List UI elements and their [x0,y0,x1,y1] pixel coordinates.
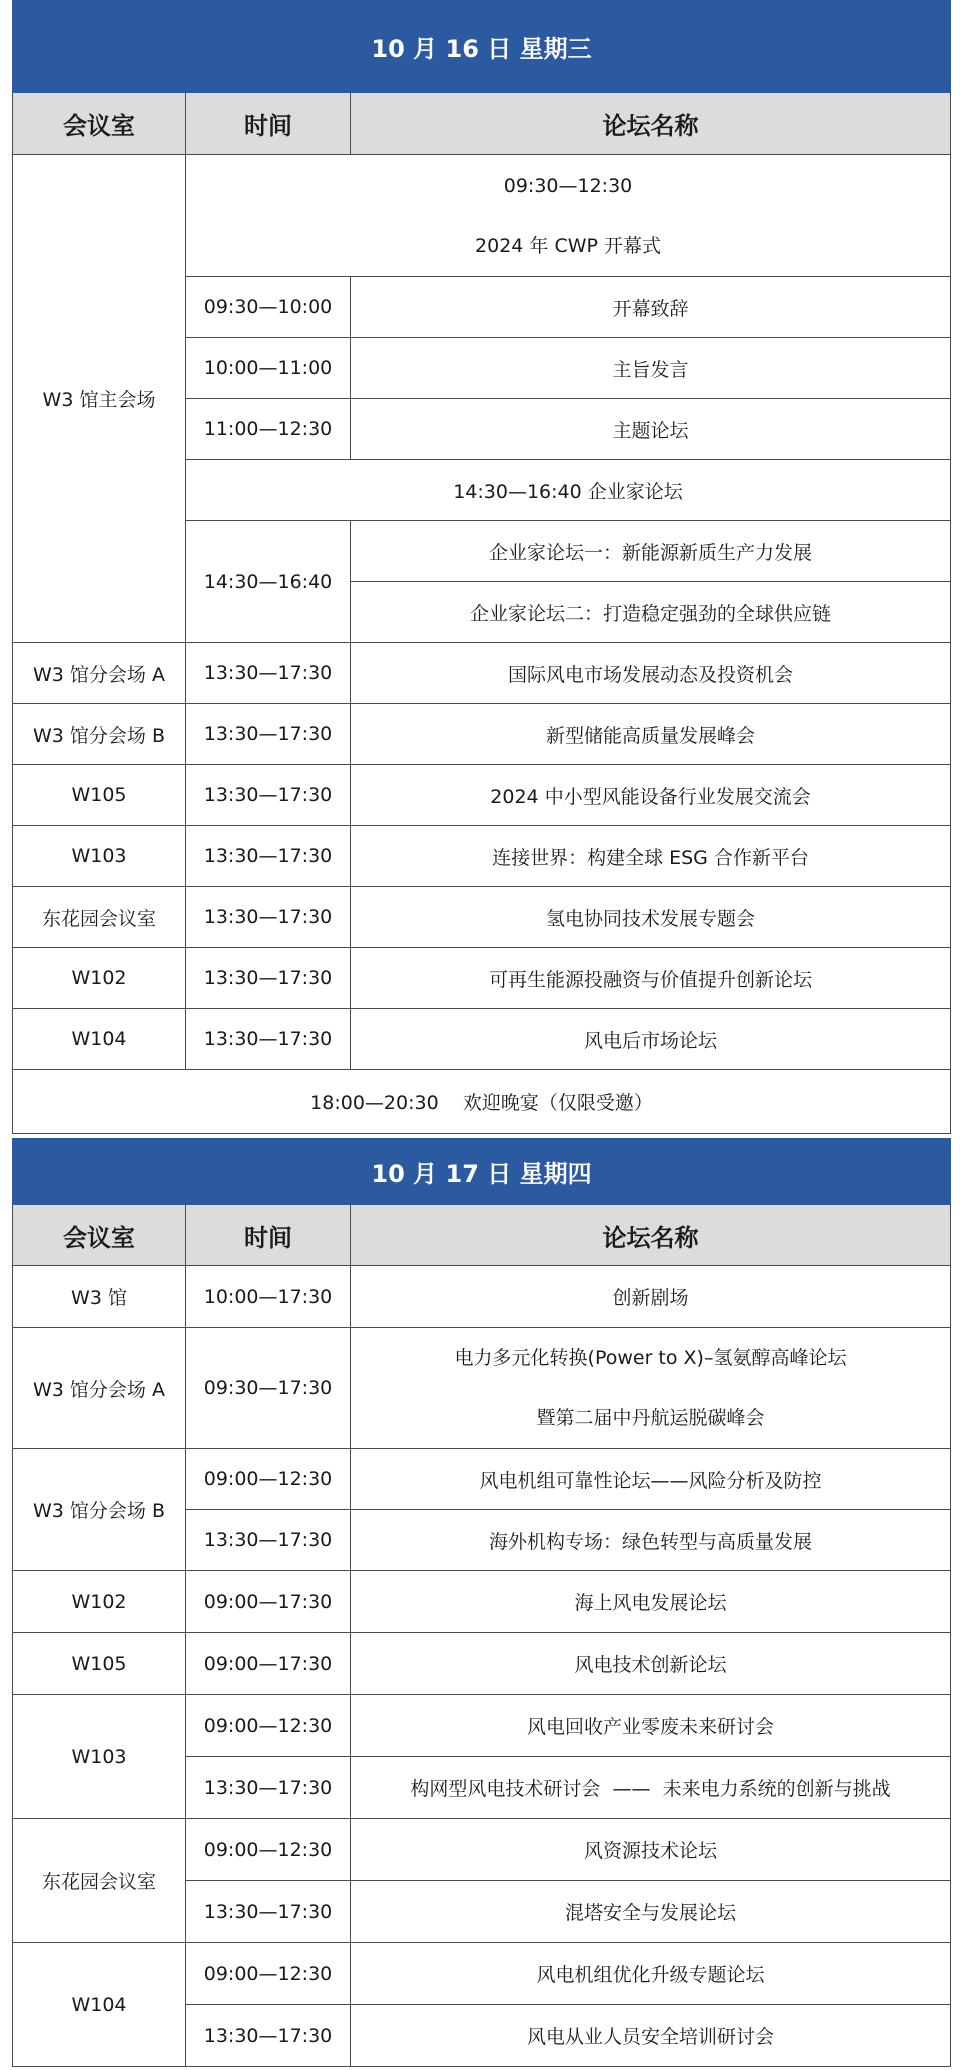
time-cell: 13:30—17:30 [186,1757,351,1819]
forum-name-cell: 主题论坛 [351,399,951,460]
day2-schedule-table [12,1138,951,2067]
opening-time: 09:30—12:30 [503,174,633,197]
time-cell: 09:00—17:30 [186,1571,351,1633]
time-cell: 13:30—17:30 [186,1881,351,1943]
header-time: 时间 [186,93,351,155]
header-time: 时间 [186,1205,351,1266]
time-cell: 09:30—17:30 [186,1328,351,1449]
header-forum: 论坛名称 [351,93,951,155]
room-cell: W3 馆分会场 A [13,1328,186,1449]
header-forum: 论坛名称 [351,1205,951,1266]
forum-name-cell: 混塔安全与发展论坛 [351,1881,951,1943]
forum-name-cell: 开幕致辞 [351,277,951,338]
forum-name-cell [351,1328,951,1449]
forum-name-cell: 可再生能源投融资与价值提升创新论坛 [351,948,951,1009]
time-cell: 13:30—17:30 [186,1510,351,1571]
time-cell: 13:30—17:30 [186,826,351,887]
day2-title: 10 月 17 日 星期四 [13,1139,951,1205]
forum-name-cell: 主旨发言 [351,338,951,399]
time-cell: 13:30—17:30 [186,765,351,826]
forum-name-cell: 国际风电市场发展动态及投资机会 [351,643,951,704]
room-cell: W103 [13,826,186,887]
forum-name-line: 暨第二届中丹航运脱碳峰会 [536,1407,765,1429]
forum-name-cell: 海外机构专场：绿色转型与高质量发展 [351,1510,951,1571]
time-cell: 09:30—10:00 [186,277,351,338]
opening-title: 2024 年 CWP 开幕式 [475,234,661,257]
time-cell: 13:30—17:30 [186,704,351,765]
forum-name-cell: 新型储能高质量发展峰会 [351,704,951,765]
forum-name-cell: 企业家论坛一：新能源新质生产力发展 [351,521,951,582]
entrepreneur-forum-header: 14:30—16:40 企业家论坛 [186,460,951,521]
opening-ceremony-cell [186,155,951,277]
time-cell: 13:30—17:30 [186,1009,351,1070]
room-cell: W3 馆分会场 B [13,1449,186,1571]
forum-name-cell: 风资源技术论坛 [351,1819,951,1881]
time-cell: 14:30—16:40 [186,521,351,643]
room-cell: W104 [13,1943,186,2067]
room-cell: W3 馆主会场 [13,155,186,643]
room-cell: W103 [13,1695,186,1819]
room-cell: W3 馆 [13,1266,186,1328]
time-cell: 09:00—12:30 [186,1943,351,2005]
forum-name-line: 电力多元化转换(Power to X)–氢氨醇高峰论坛 [454,1347,847,1369]
time-cell: 13:30—17:30 [186,2005,351,2067]
forum-name-cell: 风电机组可靠性论坛——风险分析及防控 [351,1449,951,1510]
forum-name-cell: 企业家论坛二：打造稳定强劲的全球供应链 [351,582,951,643]
forum-name-cell: 风电技术创新论坛 [351,1633,951,1695]
room-cell: W3 馆分会场 B [13,704,186,765]
time-cell: 09:00—12:30 [186,1449,351,1510]
time-cell: 11:00—12:30 [186,399,351,460]
forum-name-cell: 海上风电发展论坛 [351,1571,951,1633]
forum-name-cell: 风电回收产业零废未来研讨会 [351,1695,951,1757]
forum-name-cell: 构网型风电技术研讨会 —— 未来电力系统的创新与挑战 [351,1757,951,1819]
forum-name-cell: 风电后市场论坛 [351,1009,951,1070]
time-cell: 10:00—11:00 [186,338,351,399]
time-cell: 10:00—17:30 [186,1266,351,1328]
forum-name-cell: 创新剧场 [351,1266,951,1328]
forum-name-cell: 风电机组优化升级专题论坛 [351,1943,951,2005]
time-cell: 09:00—12:30 [186,1819,351,1881]
room-cell: W102 [13,948,186,1009]
header-room: 会议室 [13,1205,186,1266]
forum-name-cell: 连接世界：构建全球 ESG 合作新平台 [351,826,951,887]
time-cell: 13:30—17:30 [186,643,351,704]
room-cell: 东花园会议室 [13,1819,186,1943]
day1-title: 10 月 16 日 星期三 [13,1,951,93]
welcome-dinner-row: 18:00—20:30 欢迎晚宴（仅限受邀） [13,1070,951,1134]
room-cell: W105 [13,765,186,826]
forum-name-cell: 氢电协同技术发展专题会 [351,887,951,948]
time-cell: 09:00—17:30 [186,1633,351,1695]
room-cell: 东花园会议室 [13,887,186,948]
room-cell: W105 [13,1633,186,1695]
header-room: 会议室 [13,93,186,155]
time-cell: 09:00—12:30 [186,1695,351,1757]
forum-name-cell: 2024 中小型风能设备行业发展交流会 [351,765,951,826]
room-cell: W104 [13,1009,186,1070]
room-cell: W102 [13,1571,186,1633]
time-cell: 13:30—17:30 [186,948,351,1009]
time-cell: 13:30—17:30 [186,887,351,948]
forum-name-cell: 风电从业人员安全培训研讨会 [351,2005,951,2067]
room-cell: W3 馆分会场 A [13,643,186,704]
day1-schedule-table [12,0,951,1134]
